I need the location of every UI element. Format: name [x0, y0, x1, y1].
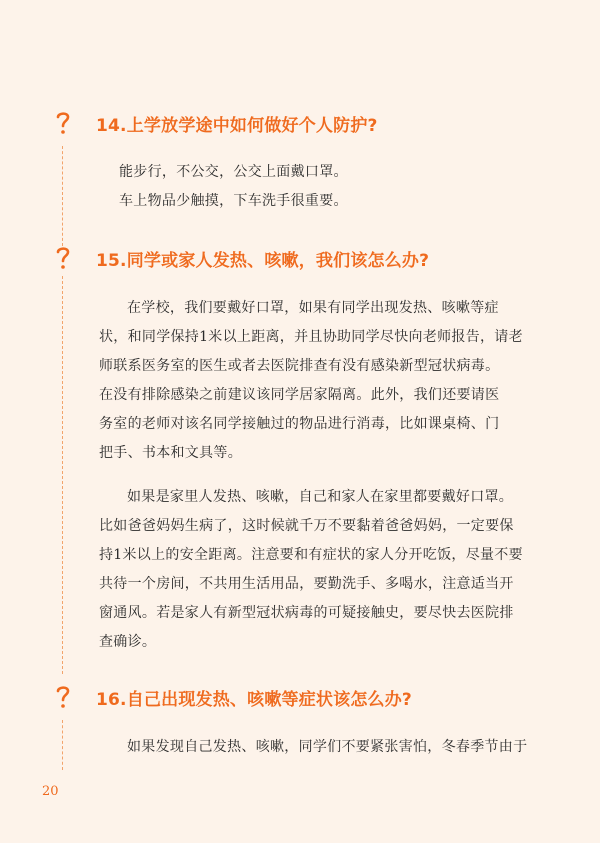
- section-divider-line: [62, 720, 63, 770]
- question-mark-icon: [56, 246, 70, 270]
- paragraph: [99, 158, 539, 187]
- text-line: 持1米以上的安全距离。注意要和有症状的家人分开吃饭，尽量不要: [99, 547, 523, 563]
- question-mark-icon: [56, 685, 70, 709]
- text-line: 窗通风。若是家人有新型冠状病毒的可疑接触史，要尽快去医院排: [99, 605, 514, 621]
- paragraph: [99, 733, 528, 762]
- section-divider-line: [62, 276, 63, 674]
- text-line: 查确诊。: [99, 634, 157, 650]
- paragraph: [99, 483, 523, 657]
- text-line: 车上物品少触摸，下车洗手很重要。: [119, 193, 348, 209]
- text-line: 如果是家里人发热、咳嗽，自己和家人在家里都要戴好口罩。: [127, 489, 514, 505]
- text-line: 状，和同学保持1米以上距离，并且协助同学尽快向老师报告，请老: [99, 329, 523, 345]
- question-mark-icon: [56, 111, 70, 135]
- text-line: 师联系医务室的医生或者去医院排查有没有感染新型冠状病毒。: [99, 358, 500, 374]
- section-heading: 16.自己出现发热、咳嗽等症状该怎么办?: [96, 690, 412, 710]
- section-divider-line: [62, 146, 63, 246]
- section-heading: 15.同学或家人发热、咳嗽，我们该怎么办?: [96, 251, 430, 271]
- text-line: 务室的老师对该名同学接触过的物品进行消毒，比如课桌椅、门: [99, 416, 500, 432]
- text-line: 在没有排除感染之前建议该同学居家隔离。此外，我们还要请医: [99, 387, 500, 403]
- paragraph: [99, 294, 523, 468]
- text-line: 能步行，不公交，公交上面戴口罩。: [119, 164, 348, 180]
- page-number: 20: [42, 784, 59, 799]
- text-line: 比如爸爸妈妈生病了，这时候就千万不要黏着爸爸妈妈，一定要保: [99, 518, 514, 534]
- text-line: 共待一个房间，不共用生活用品，要勤洗手、多喝水，注意适当开: [99, 576, 514, 592]
- text-line: 如果发现自己发热、咳嗽，同学们不要紧张害怕，冬春季节由于: [127, 739, 528, 755]
- text-line: 把手、书本和文具等。: [99, 445, 242, 461]
- paragraph: [99, 187, 539, 216]
- text-line: 在学校，我们要戴好口罩，如果有同学出现发热、咳嗽等症: [127, 300, 499, 316]
- section-heading: 14.上学放学途中如何做好个人防护?: [96, 116, 378, 136]
